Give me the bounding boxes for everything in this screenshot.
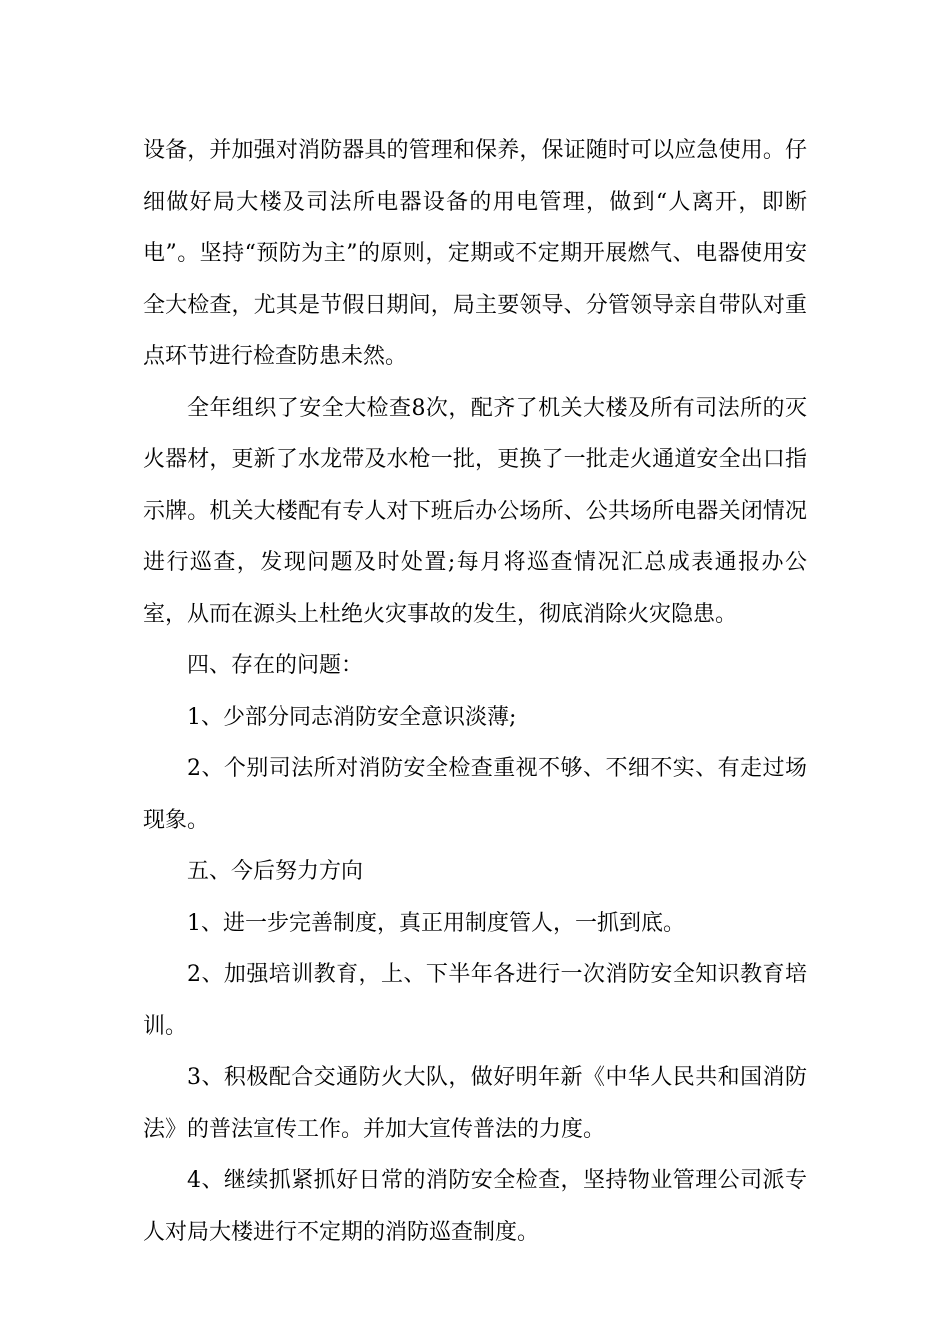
list-item: 1、进一步完善制度，真正用制度管人，一抓到底。 <box>187 910 685 936</box>
document-body <box>143 125 807 1258</box>
paragraph-1: 设备，并加强对消防器具的管理和保养，保证随时可以应急使用。仔细做好局大楼及司法所电器设备的用电管理，做到“人离开，即断电”。坚持“预防为主”的原则，定期或不定期开展燃气、电器使用安全大检查，尤其是节假日期间，局主要领导、分管领导亲自带队对重点环节进行检查防患未然。 <box>143 138 807 369</box>
list-item: 4、继续抓紧抓好日常的消防安全检查，坚持物业管理公司派专人对局大楼进行不定期的消防巡查制度。 <box>143 1168 807 1245</box>
list-item: 3、积极配合交通防火大队，做好明年新《中华人民共和国消防法》的普法宣传工作。并加大宣传普法的力度。 <box>143 1065 807 1142</box>
section-heading-4: 四、存在的问题： <box>187 653 364 678</box>
list-item: 2、个别司法所对消防安全检查重视不够、不细不实、有走过场现象。 <box>143 756 807 833</box>
list-item: 2、加强培训教育，上、下半年各进行一次消防安全知识教育培训。 <box>143 962 807 1039</box>
paragraph-2: 全年组织了安全大检查8次，配齐了机关大楼及所有司法所的灭火器材，更新了水龙带及水枪一批，更换了一批走火通道安全出口指示牌。机关大楼配有专人对下班后办公场所、公共场所电器关闭情况进行巡查，发现问题及时处置;每月将巡查情况汇总成表通报办公室，从而在源头上杜绝火灾事故的发生，彻底消除火灾隐患。 <box>143 395 807 627</box>
list-item: 1、少部分同志消防安全意识淡薄; <box>187 704 517 730</box>
section-heading-5: 五、今后努力方向 <box>187 859 364 884</box>
